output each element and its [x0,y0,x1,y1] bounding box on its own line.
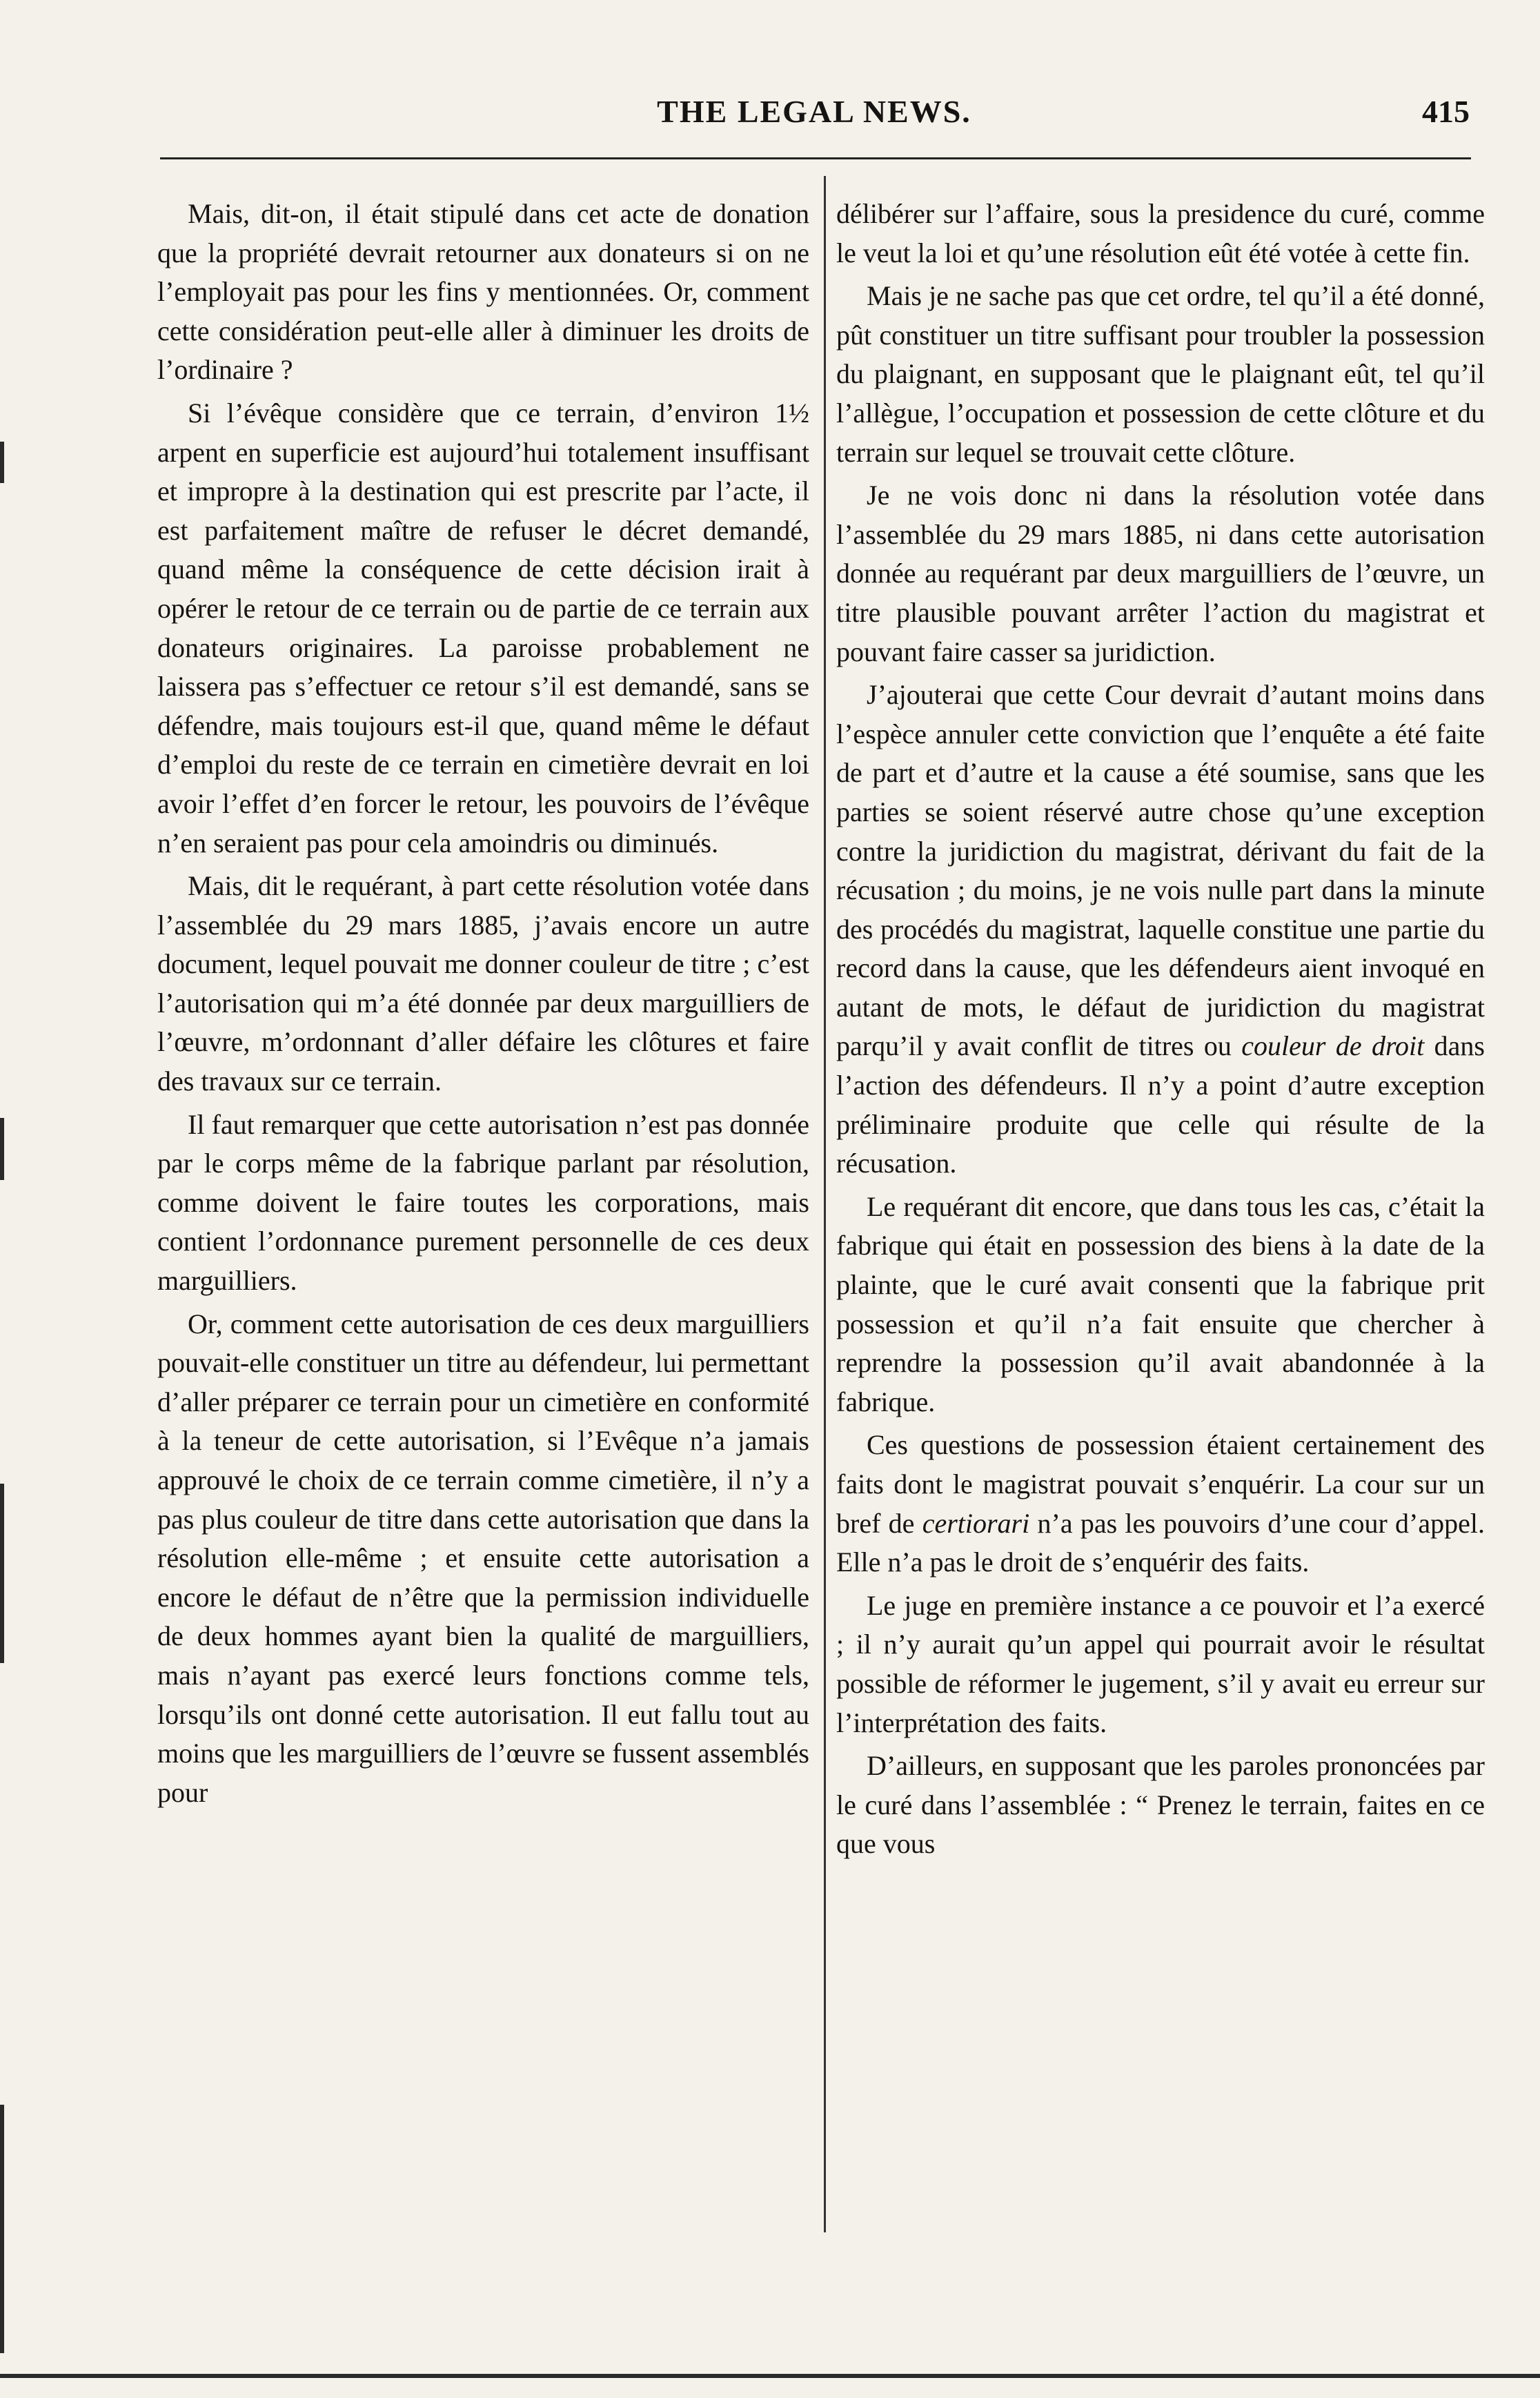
italic-phrase: couleur de droit [1241,1030,1425,1062]
paragraph: Mais, dit le requérant, à part cette résolution votée dans l’assemblée du 29 mars 1885, j’avais encore un autre document, lequel pouvait me donner couleur de titre ; c’est l’autorisation qui m’a été donnée par deux marguilliers de l’œuvre, m’ordonnant d’aller défaire les clôtures et faire des travaux sur ce terrain. [157,870,809,1097]
header-rule [160,157,1471,159]
column-divider [824,176,826,2232]
paragraph-text: n’a pas les pouvoirs d’une cour d’appel. Elle n’a pas le droit de s’enquérir des faits. [836,1507,1485,1578]
paragraph [836,1426,1485,1582]
paragraph: Si l’évêque considère que ce terrain, d’environ 1½ arpent en superficie est aujourd’hui totalement insuffisant et impropre à la destination qui est prescrite par l’acte, il est parfaitement maître de refuser le décret demandé, quand même la conséquence de cette décision irait à opérer le retour de ce terrain ou de partie de ce terrain aux donateurs originaires. La paroisse probablement ne laissera pas s’effectuer ce retour s’il est demandé, sans se défendre, mais toujours est-il que, quand même le défaut d’emploi du reste de ce terrain en cimetière devrait en loi avoir l’effet d’en forcer le retour, les pouvoirs de l’évêque n’en seraient pas pour cela amoindris ou diminués. [157,397,809,858]
page-number: 415 [1422,94,1470,129]
page-edge [0,2374,1540,2378]
paragraph-text: J’ajouterai que cette Cour devrait d’autant moins dans l’espèce annuler cette conviction que l’enquête a été faite de part et d’autre et la cause a été soumise, sans que les parties se soient réservé autre chose qu’une exception contre la juridiction du magistrat, dérivant du fait de la récusation ; du moins, je ne vois nulle part dans la minute des procédés du magistrat, laquelle constitue une partie du record dans la cause, que les défendeurs aient invoqué en autant de mots, le défaut de juridiction du magistrat parqu’il y avait conflit de titres ou [836,679,1485,1062]
paragraph: Je ne vois donc ni dans la résolution votée dans l’assemblée du 29 mars 1885, ni dans cette autorisation donnée au requérant par deux marguilliers de l’œuvre, un titre plausible pouvant arrêter l’action du magistrat et pouvant faire casser sa juridiction. [836,480,1485,667]
paragraph: Il faut remarquer que cette autorisation n’est pas donnée par le corps même de la fabrique parlant par résolution, comme doivent le faire toutes les corporations, mais contient l’ordonnance purement personnelle de ces deux marguilliers. [157,1108,809,1297]
binding-mark [0,1484,4,1663]
left-column [157,195,809,1816]
paragraph: Le requérant dit encore, que dans tous les cas, c’était la fabrique qui était en possession des biens à la date de la plainte, que le curé avait consenti que la fabrique prit possession et qu’il n’a fait ensuite que chercher à reprendre la possession qu’il avait abandonnée à la fabrique. [836,1190,1485,1417]
binding-mark [0,2105,4,2353]
paragraph: Or, comment cette autorisation de ces deux marguilliers pouvait-elle constituer un titre au défendeur, lui permettant d’aller préparer ce terrain pour un cimetière en conformité à la teneur de cette autorisation, si l’Evêque n’a jamais approuvé le choix de ce terrain comme cimetière, il n’y a pas plus couleur de titre dans cette autorisation que dans la résolution elle-même ; et ensuite cette autorisation a encore le défaut de n’être que la permission individuelle de deux hommes ayant bien la qualité de marguilliers, mais n’ayant pas exercé leurs fonctions comme tels, lorsqu’ils ont donné cette autorisation. Il eut fallu tout au moins que les marguilliers de l’œuvre se fussent assemblés pour [157,1308,809,1808]
paragraph: Le juge en première instance a ce pouvoir et l’a exercé ; il n’y aurait qu’un appel qui pourrait avoir le résultat possible de réformer le jugement, s’il y avait eu erreur sur l’interprétation des faits. [836,1589,1485,1738]
paragraph [836,676,1485,1183]
paragraph-continuation: délibérer sur l’affaire, sous la presidence du curé, comme le veut la loi et qu’une résolution eût été votée à cette fin. [836,198,1485,268]
right-column [836,195,1485,1868]
italic-phrase: certiorari [922,1507,1030,1539]
paragraph: Mais, dit-on, il était stipulé dans cet acte de donation que la propriété devrait retourner aux donateurs si on ne l’employait pas pour les fins y mentionnées. Or, comment cette considération peut-elle aller à diminuer les droits de l’ordinaire ? [157,198,809,386]
binding-mark [0,442,4,483]
binding-mark [0,1118,4,1180]
paragraph: Mais je ne sache pas que cet ordre, tel qu’il a été donné, pût constituer un titre suffisant pour troubler la possession du plaignant, en supposant que le plaignant eût, tel qu’il l’allègue, l’occupation et possession de cette clôture et du terrain sur lequel se trouvait cette clôture. [836,280,1485,468]
journal-title: THE LEGAL NEWS. [657,94,971,129]
paragraph: D’ailleurs, en supposant que les paroles prononcées par le curé dans l’assemblée : “ Prenez le terrain, faites en ce que vous [836,1750,1485,1860]
running-head [159,93,1470,141]
paragraph-text: Ces questions de possession étaient certainement des faits dont le magistrat pouvait s’enquérir. La cour sur un bref de [836,1429,1485,1539]
paragraph-text: dans l’action des défendeurs. Il n’y a point d’autre exception préliminaire produite que celle qui résulte de la récusation. [836,1030,1485,1179]
